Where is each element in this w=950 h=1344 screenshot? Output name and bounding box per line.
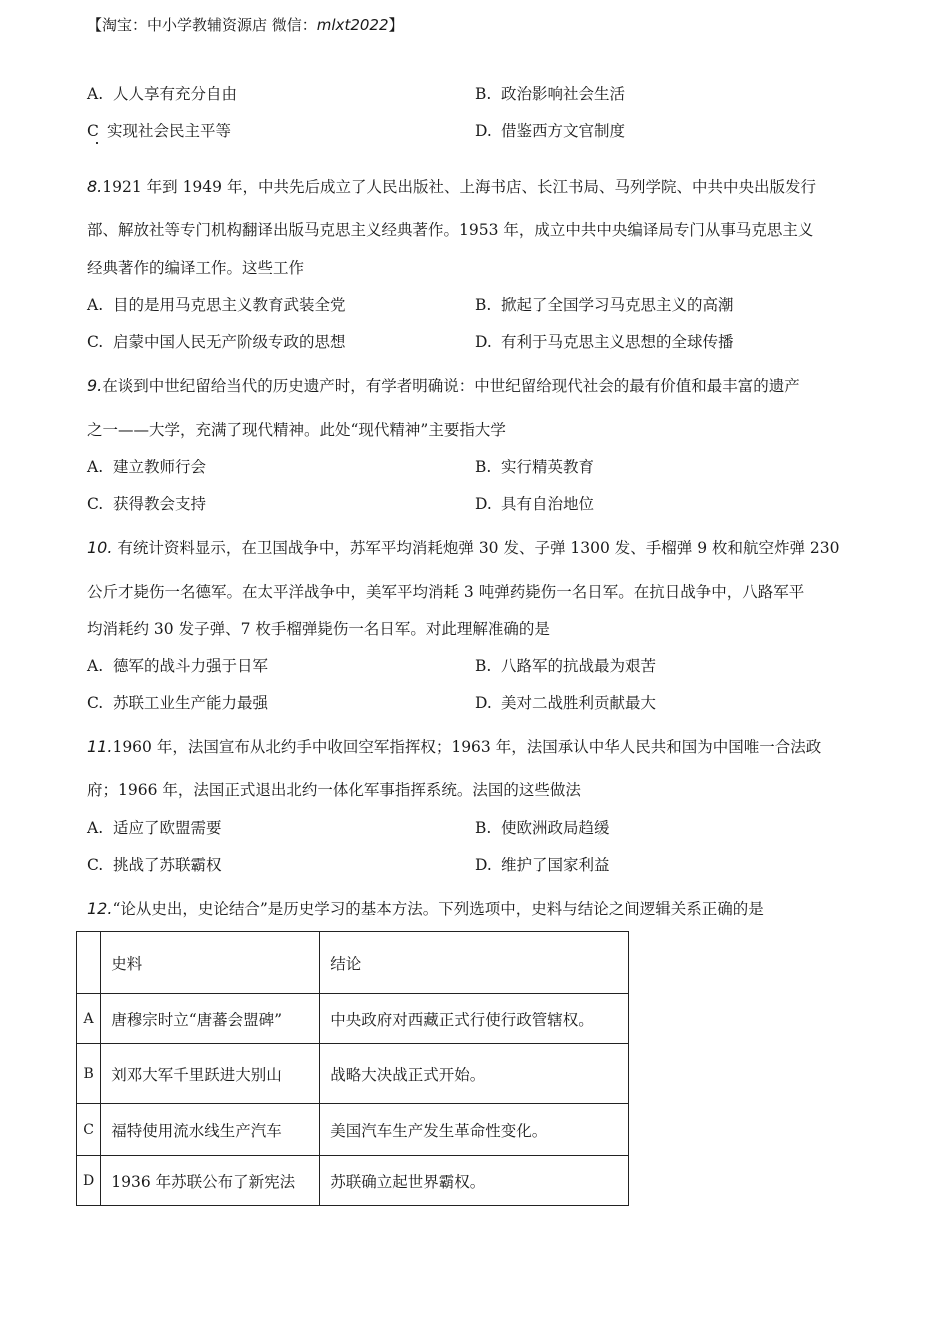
q10-stem-line-1: 10. 有统计资料显示，在卫国战争中，苏军平均消耗炮弹 30 发、子弹 1300 发、手榴弹 9 枚和航空炸弹 230 xyxy=(87,538,840,557)
q8-number: 8. xyxy=(87,177,103,196)
q12-number: 12. xyxy=(87,899,113,918)
q11-option-a: A. 适应了欧盟需要 xyxy=(87,819,222,837)
table-cell: 1936 年苏联公布了新宪法 xyxy=(101,1156,320,1206)
table-cell: D xyxy=(77,1156,101,1206)
q8-stem-line-3: 经典著作的编译工作。这些工作 xyxy=(87,259,305,277)
q7-option-b: B. 政治影响社会生活 xyxy=(475,85,626,103)
q12-stem: 12.“论从史出，史论结合”是历史学习的基本方法。下列选项中，史料与结论之间逻辑关系正确的是 xyxy=(87,899,764,918)
table-cell: 中央政府对西藏正式行使行政管辖权。 xyxy=(320,994,629,1044)
q8-option-c: C. 启蒙中国人民无产阶级专政的思想 xyxy=(87,333,346,351)
q11-stem-line-2: 府；1966 年，法国正式退出北约一体化军事指挥系统。法国的这些做法 xyxy=(87,781,581,799)
q10-stem-line-2: 公斤才毙伤一名德军。在太平洋战争中，美军平均消耗 3 吨弹药毙伤一名日军。在抗日战争中，八路军平 xyxy=(87,583,805,601)
q11-stem-line-1: 11.1960 年，法国宣布从北约手中收回空军指挥权；1963 年，法国承认中华人民共和国为中国唯一合法政 xyxy=(87,737,822,756)
table-row xyxy=(77,1044,629,1104)
table-header-cell xyxy=(77,932,101,994)
q10-option-a: A. 德军的战斗力强于日军 xyxy=(87,657,269,675)
q10-option-d: D. 美对二战胜利贡献最大 xyxy=(475,694,657,712)
q9-option-c: C. 获得教会支持 xyxy=(87,495,207,513)
table-cell: B xyxy=(77,1044,101,1104)
table-header-row xyxy=(77,932,629,994)
stray-dot xyxy=(96,142,98,144)
table-cell: A xyxy=(77,994,101,1044)
table-row xyxy=(77,1156,629,1206)
table-cell: 唐穆宗时立“唐蕃会盟碑” xyxy=(101,994,320,1044)
q8-option-d: D. 有利于马克思主义思想的全球传播 xyxy=(475,333,734,351)
q7-option-c: C 实现社会民主平等 xyxy=(87,122,232,140)
q9-option-b: B. 实行精英教育 xyxy=(475,458,595,476)
q7-option-a: A. 人人享有充分自由 xyxy=(87,85,238,103)
q10-stem-line-3: 均消耗约 30 发子弹、7 枚手榴弹毙伤一名日军。对此理解准确的是 xyxy=(87,620,550,638)
table-header-cell: 结论 xyxy=(320,932,629,994)
table-cell: 苏联确立起世界霸权。 xyxy=(320,1156,629,1206)
q8-stem-line-2: 部、解放社等专门机构翻译出版马克思主义经典著作。1953 年，成立中共中央编译局专门从事马克思主义 xyxy=(87,221,814,239)
q9-option-a: A. 建立教师行会 xyxy=(87,458,207,476)
q11-number: 11. xyxy=(87,737,113,756)
table-row xyxy=(77,994,629,1044)
q9-stem-line-1: 9.在谈到中世纪留给当代的历史遗产时，有学者明确说：中世纪留给现代社会的最有价值和最丰富的遗产 xyxy=(87,376,800,395)
table-cell: 刘邓大军千里跃进大别山 xyxy=(101,1044,320,1104)
q11-option-c: C. 挑战了苏联霸权 xyxy=(87,856,222,874)
q8-option-a: A. 目的是用马克思主义教育武装全党 xyxy=(87,296,346,314)
table-row xyxy=(77,1104,629,1156)
q11-option-d: D. 维护了国家利益 xyxy=(475,856,610,874)
q10-option-b: B. 八路军的抗战最为艰苦 xyxy=(475,657,657,675)
q10-option-c: C. 苏联工业生产能力最强 xyxy=(87,694,269,712)
q9-number: 9. xyxy=(87,376,103,395)
q9-stem-line-2: 之一——大学，充满了现代精神。此处“现代精神”主要指大学 xyxy=(87,421,506,439)
page-header xyxy=(87,14,404,35)
q8-option-b: B. 掀起了全国学习马克思主义的高潮 xyxy=(475,296,734,314)
table-cell: C xyxy=(77,1104,101,1156)
q10-number: 10. xyxy=(87,538,113,557)
table-cell: 美国汽车生产发生革命性变化。 xyxy=(320,1104,629,1156)
header-wechat-id: mlxt2022 xyxy=(316,16,389,34)
q11-option-b: B. 使欧洲政局趋缓 xyxy=(475,819,610,837)
table-cell: 福特使用流水线生产汽车 xyxy=(101,1104,320,1156)
header-prefix: 【淘宝：中小学教辅资源店 微信： xyxy=(87,16,317,34)
q12-source-table xyxy=(76,931,629,1206)
q9-option-d: D. 具有自治地位 xyxy=(475,495,595,513)
table-header-cell: 史料 xyxy=(101,932,320,994)
q7-option-d: D. 借鉴西方文官制度 xyxy=(475,122,626,140)
header-suffix: 】 xyxy=(388,16,404,34)
table-cell: 战略大决战正式开始。 xyxy=(320,1044,629,1104)
q8-stem-line-1: 8.1921 年到 1949 年，中共先后成立了人民出版社、上海书店、长江书局、马列学院、中共中央出版发行 xyxy=(87,177,816,196)
